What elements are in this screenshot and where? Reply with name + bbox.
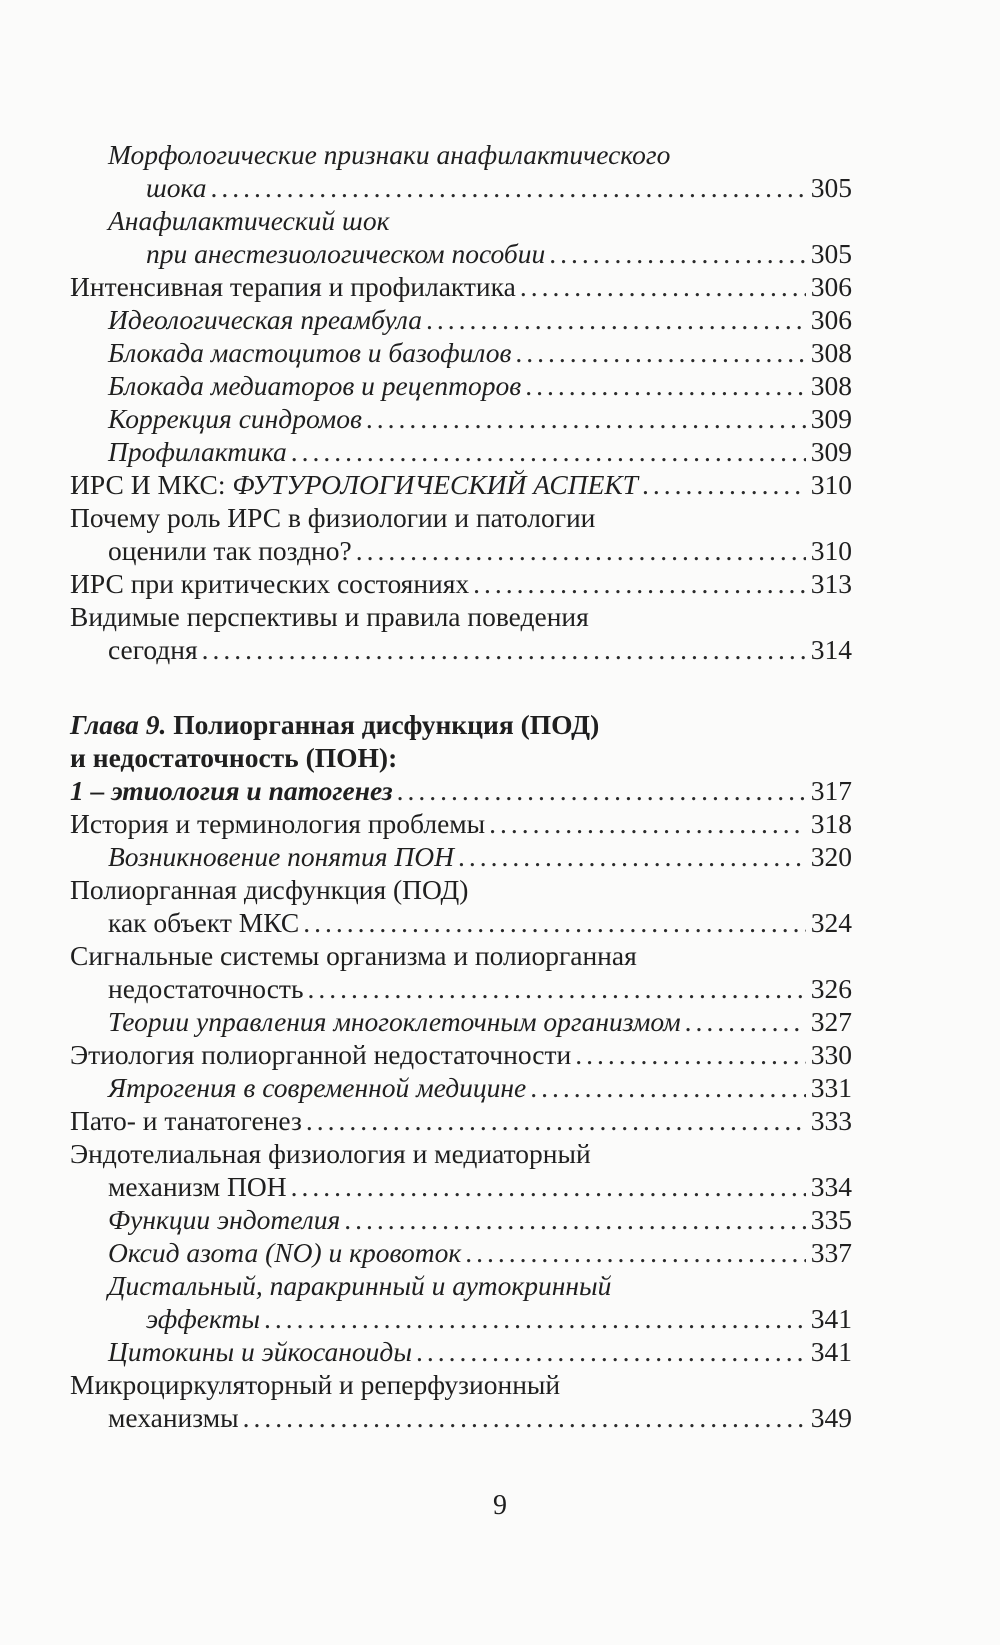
toc-entry-title: Блокада мастоцитов и базофилов [108,337,512,368]
chapter-title: Полиорганная дисфункция (ПОД) [166,709,600,740]
toc-entry[interactable] [70,237,852,270]
toc-entry[interactable] [70,435,852,468]
toc-page-number: 335 [810,1204,852,1235]
toc-entry-title: Коррекция синдромов [108,403,362,434]
toc-page-number: 317 [810,775,852,806]
toc-page-number: 305 [810,172,852,203]
table-of-contents [70,138,852,1434]
toc-entry-title: История и терминология проблемы [70,808,486,839]
leader-dots [426,303,806,336]
toc-entry[interactable] [70,1038,852,1071]
toc-page-number: 309 [810,403,852,434]
leader-dots [366,402,806,435]
toc-entry[interactable] [70,807,852,840]
page-number: 9 [493,1490,507,1521]
toc-line: Полиорганная дисфункция (ПОД) [70,874,469,905]
toc-entry[interactable] [70,1104,852,1137]
section-gap [70,666,852,708]
toc-entry[interactable] [70,1236,852,1269]
toc-page-number: 326 [810,973,852,1004]
leader-dots [465,1236,805,1269]
toc-page-number: 314 [810,634,852,665]
toc-entry-title: оценили так поздно? [108,535,352,566]
toc-entry-title: Профилактика [108,436,287,467]
toc-page-number: 337 [810,1237,852,1268]
leader-dots [515,336,805,369]
toc-entry-title: Блокада медиаторов и рецепторов [108,370,522,401]
toc-entry[interactable] [70,906,852,939]
leader-dots [202,633,806,666]
toc-page-number: 320 [810,841,852,872]
toc-entry-title: Ятрогения в современной медицине [108,1072,527,1103]
toc-entry-title: эффекты [146,1303,261,1334]
leader-dots [356,534,806,567]
toc-entry[interactable] [70,402,852,435]
toc-page-number: 310 [810,535,852,566]
toc-entry-title: Теории управления многоклеточным организмом [108,1006,681,1037]
toc-entry[interactable] [70,633,852,666]
toc-entry[interactable] [70,567,852,600]
leader-dots [549,237,806,270]
toc-entry-title: как объект МКС [108,907,300,938]
toc-entry-title: ИРС при критических состояниях [70,568,470,599]
toc-entry[interactable] [70,1302,852,1335]
toc-line: Дистальный, паракринный и аутокринный [108,1270,612,1301]
toc-entry[interactable] [70,336,852,369]
toc-entry[interactable] [70,270,852,303]
toc-entry-title: механизмы [108,1402,239,1433]
toc-page-number: 309 [810,436,852,467]
toc-line: Микроциркуляторный и реперфузионный [70,1369,561,1400]
toc-page-number: 306 [810,304,852,335]
toc-page-number: 313 [810,568,852,599]
toc-entry[interactable] [70,972,852,1005]
toc-entry[interactable] [70,1401,852,1434]
leader-dots [530,1071,806,1104]
toc-entry-title: Возникновение понятия ПОН [108,841,454,872]
leader-dots [307,972,805,1005]
toc-line: Анафилактический шок [108,205,390,236]
toc-page-number: 341 [810,1303,852,1334]
toc-entry[interactable] [70,840,852,873]
chapter-heading-line2: и недостаточность (ПОН): [70,742,398,773]
leader-dots [303,906,806,939]
leader-dots [416,1335,806,1368]
leader-dots [685,1005,806,1038]
toc-entry-title: Идеологическая преамбула [108,304,422,335]
leader-dots [458,840,806,873]
toc-entry[interactable] [70,1170,852,1203]
leader-dots [642,468,806,501]
toc-line: Видимые перспективы и правила поведения [70,601,589,632]
toc-page-number: 306 [810,271,852,302]
toc-page-number: 333 [810,1105,852,1136]
leader-dots [575,1038,806,1071]
toc-entry[interactable] [70,468,852,501]
toc-entry-title: 1 – этиология и патогенез [70,775,393,806]
toc-entry[interactable] [70,369,852,402]
toc-entry-title: Интенсивная терапия и профилактика [70,271,516,302]
leader-dots [306,1104,806,1137]
toc-entry-title: Пато- и танатогенез [70,1105,302,1136]
toc-entry-title: ИРС И МКС: ФУТУРОЛОГИЧЕСКИЙ АСПЕКТ [70,469,638,500]
leader-dots [291,1170,806,1203]
toc-entry-title: Оксид азота (NO) и кровоток [108,1237,462,1268]
toc-entry[interactable] [70,1335,852,1368]
leader-dots [473,567,806,600]
toc-page-number: 349 [810,1402,852,1433]
toc-page-number: 331 [810,1072,852,1103]
toc-entry-title: недостаточность [108,973,304,1004]
leader-dots [264,1302,806,1335]
leader-dots [210,171,805,204]
toc-entry-title: Этиология полиорганной недостаточности [70,1039,572,1070]
leader-dots [291,435,806,468]
leader-dots [489,807,806,840]
toc-line: Морфологические признаки анафилактического [108,139,671,170]
leader-dots [397,774,806,807]
toc-entry[interactable] [70,303,852,336]
toc-page-number: 318 [810,808,852,839]
toc-entry-title: шока [146,172,207,203]
toc-page-number: 330 [810,1039,852,1070]
toc-page-number: 324 [810,907,852,938]
toc-entry-title: сегодня [108,634,198,665]
toc-line: Эндотелиальная физиология и медиаторный [70,1138,591,1169]
toc-entry[interactable] [70,1005,852,1038]
toc-entry[interactable] [70,534,852,567]
toc-page-number: 327 [810,1006,852,1037]
toc-page-number: 308 [810,337,852,368]
toc-entry-title: Цитокины и эйкосаноиды [108,1336,412,1367]
toc-page-number: 308 [810,370,852,401]
leader-dots [525,369,806,402]
toc-entry[interactable] [70,1203,852,1236]
toc-page-number: 334 [810,1171,852,1202]
chapter-label: Глава 9. [70,709,167,740]
toc-line: Почему роль ИРС в физиологии и патологии [70,502,596,533]
toc-entry-title: Функции эндотелия [108,1204,341,1235]
toc-entry-title: при анестезиологическом пособии [146,238,546,269]
toc-page-number: 341 [810,1336,852,1367]
toc-page-number: 310 [810,469,852,500]
leader-dots [243,1401,806,1434]
toc-line: Сигнальные системы организма и полиорганная [70,940,637,971]
leader-dots [344,1203,805,1236]
leader-dots [520,270,806,303]
toc-entry[interactable] [70,1071,852,1104]
chapter-heading[interactable] [70,708,852,741]
toc-entry-title: механизм ПОН [108,1171,287,1202]
toc-page-number: 305 [810,238,852,269]
toc-entry[interactable] [70,171,852,204]
chapter-subtitle-entry[interactable] [70,774,852,807]
